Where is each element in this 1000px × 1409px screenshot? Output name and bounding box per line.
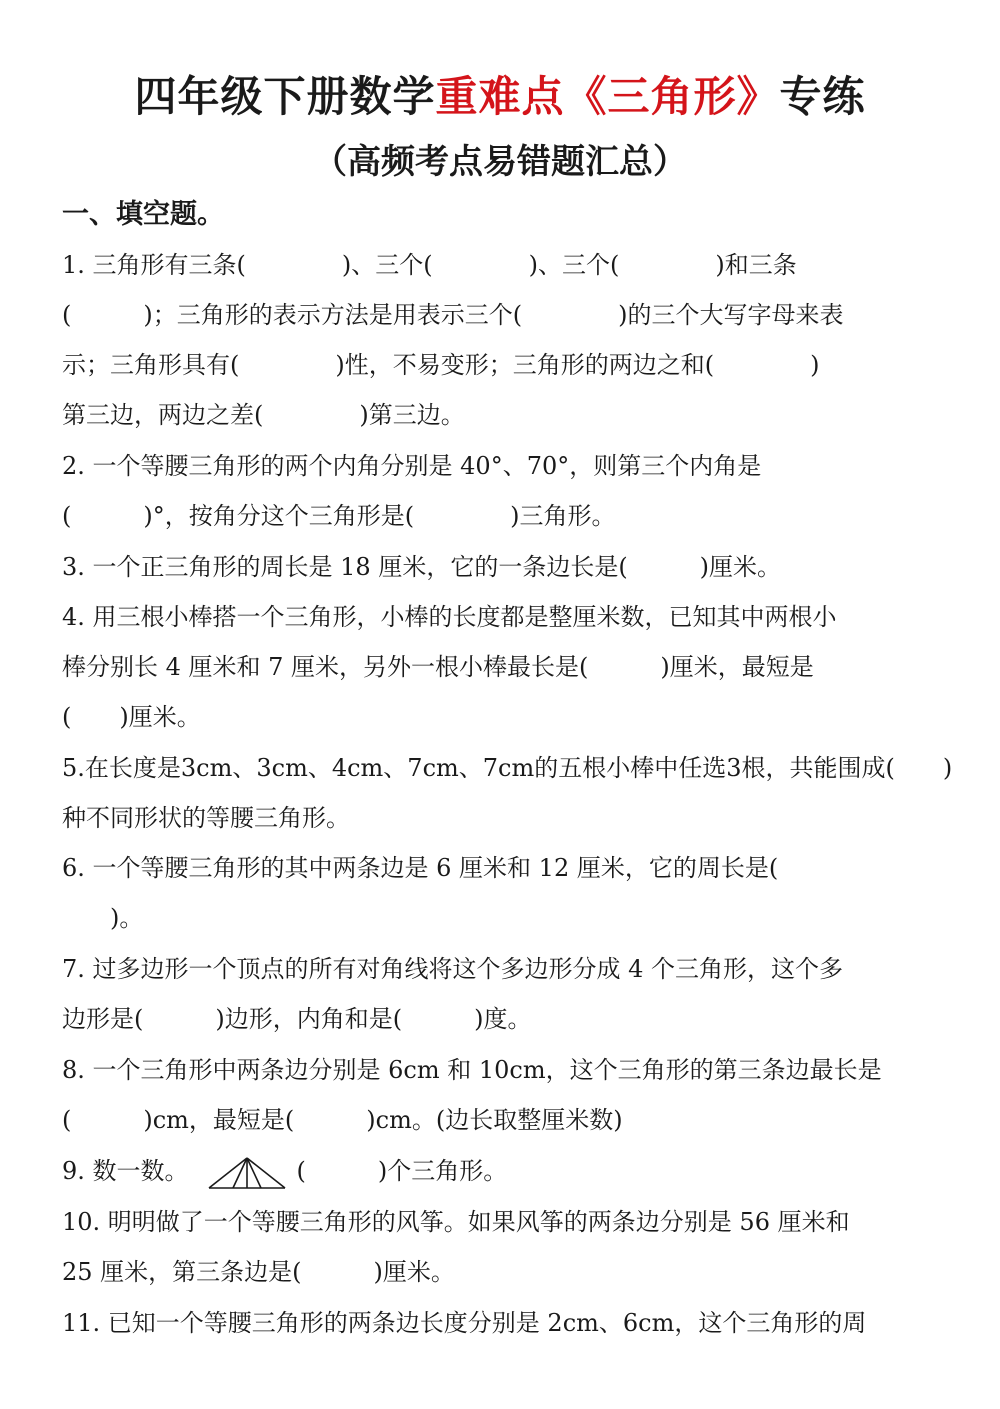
question-9-line: [62, 1146, 507, 1196]
question-line: ( )；三角形的表示方法是用表示三个( )的三个大写字母来表: [62, 301, 844, 329]
question-line: 25 厘米，第三条边是( )厘米。: [62, 1258, 455, 1286]
question-line: )。: [62, 904, 144, 932]
question-line: 棒分别长 4 厘米和 7 厘米，另外一根小棒最长是( )厘米，最短是: [62, 653, 814, 681]
question-line: 11. 已知一个等腰三角形的两条边长度分别是 2cm、6cm，这个三角形的周: [62, 1309, 867, 1337]
question-line: ( )cm，最短是( )cm。(边长取整厘米数): [62, 1106, 623, 1134]
question-line: 种不同形状的等腰三角形。: [62, 804, 350, 832]
triangle-side-line: [209, 1158, 247, 1188]
title-suffix: 专练: [779, 72, 866, 121]
triangle-side-line: [247, 1158, 285, 1188]
question-line: 3. 一个正三角形的周长是 18 厘米，它的一条边长是( )厘米。: [62, 553, 782, 581]
section-heading: 一、填空题。: [62, 199, 224, 230]
question-line: 1. 三角形有三条( )、三个( )、三个( )和三条: [62, 251, 797, 279]
title-highlight: 重难点《三角形》: [435, 72, 780, 121]
question-line: 第三边，两边之差( )第三边。: [62, 401, 465, 429]
question-line: 10. 明明做了一个等腰三角形的风筝。如果风筝的两条边分别是 56 厘米和: [62, 1208, 850, 1236]
question-line: 示；三角形具有( )性，不易变形；三角形的两边之和( ): [62, 351, 820, 379]
page-title: [0, 62, 1000, 132]
question-line: 2. 一个等腰三角形的两个内角分别是 40°、70°，则第三个内角是: [62, 452, 762, 480]
question-line: 7. 过多边形一个顶点的所有对角线将这个多边形分成 4 个三角形，这个多: [62, 955, 844, 983]
triangle-count-figure: [207, 1155, 287, 1191]
triangle-side-line: [247, 1158, 261, 1188]
question-line: 6. 一个等腰三角形的其中两条边是 6 厘米和 12 厘米，它的周长是(: [62, 854, 779, 882]
question-9-text: 9. 数一数。: [62, 1157, 189, 1185]
triangle-figure-svg: [207, 1155, 287, 1191]
question-line: ( )°，按角分这个三角形是( )三角形。: [62, 502, 616, 530]
triangle-side-line: [233, 1158, 247, 1188]
question-line: ( )厘米。: [62, 703, 201, 731]
page-subtitle: （高频考点易错题汇总）: [313, 142, 687, 182]
question-line: 5.在长度是3cm、3cm、4cm、7cm、7cm的五根小棒中任选3根，共能围成( ): [62, 754, 953, 782]
question-line: 边形是( )边形，内角和是( )度。: [62, 1005, 532, 1033]
title-prefix: 四年级下册数学: [134, 72, 436, 121]
question-line: 8. 一个三角形中两条边分别是 6cm 和 10cm，这个三角形的第三条边最长是: [62, 1056, 882, 1084]
question-line: 4. 用三根小棒搭一个三角形，小棒的长度都是整厘米数，已知其中两根小: [62, 603, 837, 631]
question-9-tail: ( )个三角形。: [296, 1157, 508, 1185]
